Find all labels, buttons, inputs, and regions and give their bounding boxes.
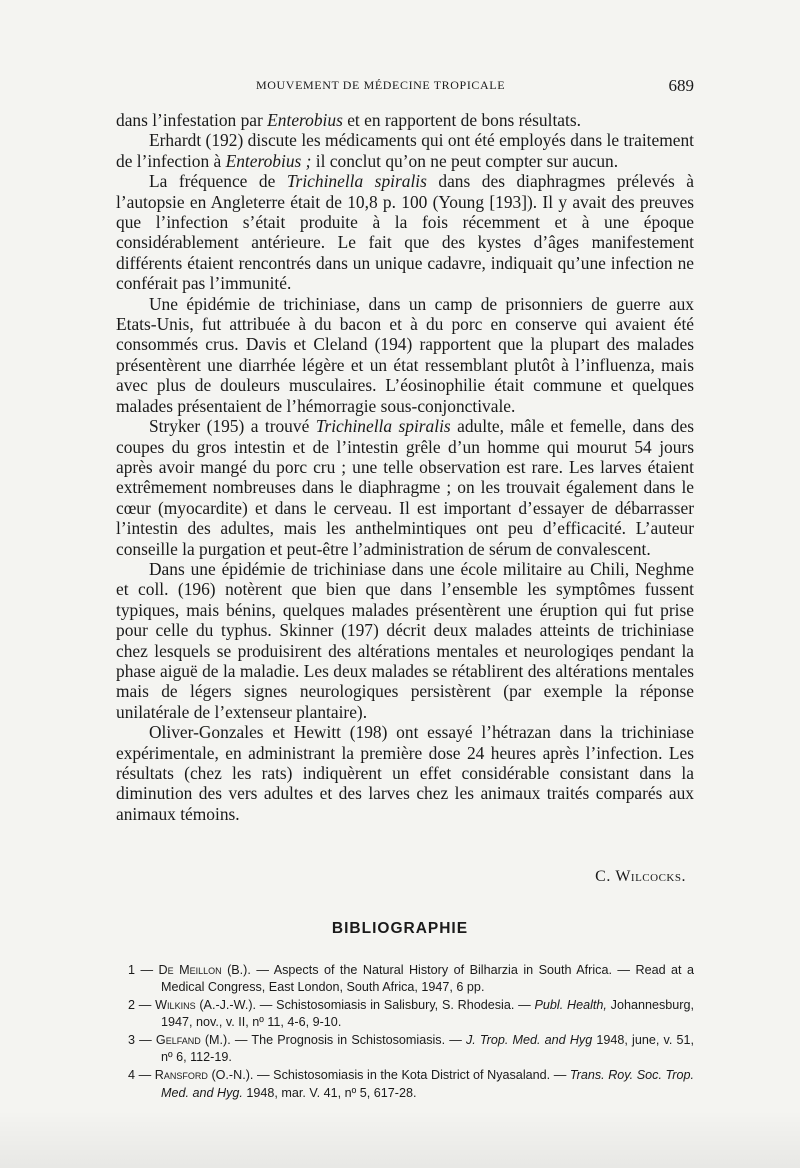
entry-number: 1 bbox=[128, 963, 136, 977]
entry-text: 1948, mar. V. 41, nº 5, 617-28. bbox=[242, 1085, 417, 1100]
bibliography-entry: 1 — De Meillon (B.). — Aspects of the Natural History of Bilharzia in South Africa. — Read at a Medical Congress, East London, South Africa, 1947, 6 pp. bbox=[128, 963, 695, 995]
paragraph bbox=[116, 110, 694, 130]
text-run: La fréquence de bbox=[149, 171, 287, 192]
entry-author: Gelfand (M.). bbox=[155, 1033, 231, 1048]
italic-term: Enterobius bbox=[267, 110, 343, 130]
entry-journal: Trans. Roy. Soc. Trop. Med. and Hyg. bbox=[161, 1068, 694, 1100]
text-run: Une épidémie de trichiniase, dans un camp de prisonniers de guerre aux Etats-Unis, fut attribuée à du bacon et à du porc en conserve qui avaient été consommés crus. Davis et Cleland (194) rapportent que la plupart des malades présentèrent une diarrhée légère et un état ressemblant plutôt à l’influenza, mais avec plus de douleurs musculaires. L’éosinophilie était commune et quelques malades présentaient de l’hémorragie sous-conjonctivale. bbox=[116, 293, 694, 416]
signature-initial: C. bbox=[595, 868, 616, 885]
paragraph bbox=[116, 722, 694, 824]
entry-text: — Schistosomiasis in Salisbury, S. Rhodesia. — bbox=[256, 998, 535, 1013]
entry-author: Ransford (O.-N.). bbox=[154, 1068, 254, 1083]
entry-text: Johannesburg, 1947, nov., v. II, nº 11, 4-6, 9-10. bbox=[161, 998, 694, 1030]
entry-text: 1948, june, v. 51, nº 6, 112-19. bbox=[161, 1033, 694, 1065]
italic-term: Trichinella spiralis bbox=[286, 171, 427, 192]
text-run: dans l’infestation par bbox=[116, 110, 268, 130]
paragraph bbox=[116, 130, 694, 171]
author-signature bbox=[595, 868, 686, 886]
page-number: 689 bbox=[668, 76, 694, 95]
bibliography-entry: 2 — Wilkins (A.-J.-W.). — Schistosomiasis in Salisbury, S. Rhodesia. — Publ. Health, Johannesburg, 1947, nov., v. II, nº 11, 4-6, 9-10. bbox=[128, 998, 694, 1030]
entry-number: 4 bbox=[128, 1068, 136, 1083]
text-run: Erhardt (192) discute les médicaments qui ont été employés dans le traitement de l’infection à bbox=[116, 130, 694, 171]
entry-text: — Aspects of the Natural History of Bilharzia in South Africa. — Read at a Medical Congress, East London, South Africa, 1947, 6 pp. bbox=[161, 963, 695, 995]
entry-text: — The Prognosis in Schistosomiasis. — bbox=[230, 1033, 466, 1048]
italic-term: Trichinella spiralis bbox=[315, 416, 451, 437]
text-run: Oliver-Gonzales et Hewitt (198) ont essayé l’hétrazan dans la trichiniase expérimentale, en administrant la première dose 24 heures après l’infection. Les résultats (chez les rats) indiquèrent un effet considérable consistant dans la diminution des vers adultes et des larves chez les animaux traités comparés aux animaux témoins. bbox=[116, 722, 694, 824]
text-run: Dans une épidémie de trichiniase dans une école militaire au Chili, Neghme et coll. (196) notèrent que bien que dans l’ensemble les symptômes fussent typiques, mais bénins, quelques malades présentèrent une éruption qui fut prise pour celle du typhus. Skinner (197) décrit deux malades atteints de trichiniase chez lesquels se produisirent des altérations mentales et neurologiqes pendant la phase aiguë de la maladie. Les deux malades se rétablirent des altérations mentales mais de légers signes neurologiques persistèrent (par exemple la réponse unilatérale de l’extenseur plantaire). bbox=[116, 558, 694, 722]
entry-number: 3 bbox=[128, 1033, 136, 1048]
entry-author: Wilkins (A.-J.-W.). bbox=[155, 998, 257, 1013]
entry-number: 2 bbox=[128, 998, 136, 1013]
paragraph bbox=[116, 416, 694, 559]
text-run: Stryker (195) a trouvé bbox=[149, 416, 316, 437]
entry-author: De Meillon (B.). bbox=[158, 963, 251, 977]
article-body bbox=[116, 110, 694, 824]
bibliography-entry: 3 — Gelfand (M.). — The Prognosis in Schistosomiasis. — J. Trop. Med. and Hyg 1948, june, v. 51, nº 6, 112-19. bbox=[128, 1033, 694, 1065]
italic-term: Enterobius ; bbox=[225, 150, 312, 171]
page-edge-shading bbox=[0, 1110, 800, 1168]
entry-text: — Schistosomiasis in the Kota District of Nyasaland. — bbox=[253, 1068, 570, 1083]
text-run: dans des diaphragmes prélevés à l’autopsie en Angleterre était de 10,8 p. 100 (Young [193]). Il y avait des preuves que l’infection s’était produite à la fois récemment et à une époque considérablement antérieure. Le fait que des kystes d’âges manifestement différents étaient rencontrés dans un unique cadavre, indiquait qu’une infection ne conférait pas l’immunité. bbox=[116, 171, 694, 294]
paragraph bbox=[116, 559, 694, 722]
paragraph bbox=[116, 171, 694, 293]
running-title: MOUVEMENT DE MÉDECINE TROPICALE bbox=[256, 78, 506, 92]
bibliography-heading: BIBLIOGRAPHIE bbox=[331, 920, 469, 937]
text-run: il conclut qu’on ne peut compter sur aucun. bbox=[311, 150, 619, 171]
entry-journal: J. Trop. Med. and Hyg bbox=[465, 1033, 593, 1048]
text-run: et en rapportent de bons résultats. bbox=[342, 110, 581, 130]
entry-journal: Publ. Health, bbox=[534, 998, 607, 1013]
bibliography-list bbox=[128, 962, 694, 1102]
signature-name: Wilcocks. bbox=[615, 868, 686, 885]
paragraph bbox=[116, 294, 694, 416]
text-run: adulte, mâle et femelle, dans des coupes du gros intestin et de l’intestin grêle d’un homme qui mourut 54 jours après avoir mangé du porc cru ; une telle observation est rare. Les larves étaient extrêmement nombreuses dans le diaphragme ; on les trouvait également dans le cœur (myocardite) et dans le cerveau. Il est important d’essayer de débarrasser l’intestin des adultes, mais les anthelmintiques ont peu d’efficacité. L’auteur conseille la purgation et peut-être l’administration de sérum de convalescent. bbox=[116, 416, 694, 559]
bibliography-entry: 4 — Ransford (O.-N.). — Schistosomiasis in the Kota District of Nyasaland. — Trans. Roy. Soc. Trop. Med. and Hyg. 1948, mar. V. 41, nº 5, 617-28. bbox=[128, 1068, 694, 1100]
